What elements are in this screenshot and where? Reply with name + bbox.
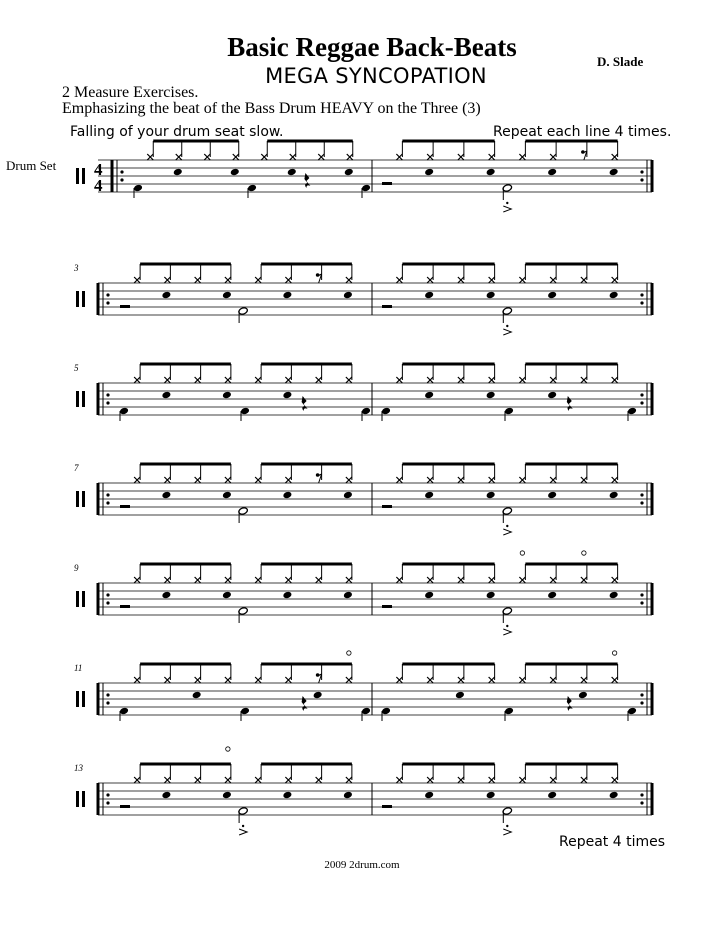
staff-system	[76, 140, 652, 213]
repeat-dot	[640, 801, 643, 804]
half-rest	[382, 805, 392, 808]
repeat-dot	[640, 401, 643, 404]
beam	[140, 363, 231, 366]
notehead	[381, 707, 391, 716]
notehead	[192, 691, 202, 700]
measure-number: 7	[74, 463, 79, 473]
quarter-rest	[304, 173, 310, 188]
quarter-rest	[302, 396, 308, 411]
instruction-line-2: Emphasizing the beat of the Bass Drum HEAVY on the Three (3)	[62, 100, 481, 117]
notehead	[133, 184, 143, 193]
notehead	[424, 168, 434, 177]
time-signature-bottom: 4	[94, 176, 103, 195]
notehead	[547, 791, 557, 800]
notehead	[119, 407, 129, 416]
repeat-dot	[640, 793, 643, 796]
notehead	[486, 591, 496, 600]
notehead	[161, 591, 171, 600]
notehead	[161, 791, 171, 800]
beam	[140, 663, 231, 666]
instrument-name: Drum Set	[6, 158, 57, 173]
notehead	[343, 591, 353, 600]
beam	[261, 663, 352, 666]
repeat-dot	[106, 801, 109, 804]
measure-number: 11	[74, 663, 83, 673]
notehead	[161, 391, 171, 400]
notehead	[247, 184, 257, 193]
percussion-clef	[82, 591, 85, 607]
percussion-clef	[82, 291, 85, 307]
notehead	[547, 291, 557, 300]
percussion-clef	[76, 291, 79, 307]
notehead	[119, 707, 129, 716]
half-rest	[382, 505, 392, 508]
percussion-clef	[82, 391, 85, 407]
measure-number: 5	[74, 363, 79, 373]
repeat-dot	[640, 170, 643, 173]
notehead	[609, 791, 619, 800]
repeat-dot	[640, 393, 643, 396]
notehead	[222, 391, 232, 400]
notehead	[578, 691, 588, 700]
notehead	[424, 391, 434, 400]
half-rest	[120, 805, 130, 808]
repeat-dot	[106, 401, 109, 404]
notehead	[240, 407, 250, 416]
notehead	[547, 168, 557, 177]
staccato-dot	[506, 525, 508, 527]
beam	[261, 463, 352, 466]
staccato-dot	[242, 825, 244, 827]
repeat-dot	[106, 493, 109, 496]
staccato-dot	[506, 325, 508, 327]
notehead	[486, 291, 496, 300]
notehead	[222, 291, 232, 300]
beam	[525, 140, 617, 143]
repeat-dot	[106, 601, 109, 604]
repeat-dot	[640, 178, 643, 181]
accent-mark	[503, 329, 511, 335]
repeat-dot	[106, 693, 109, 696]
percussion-clef	[76, 591, 79, 607]
repeat-dot	[640, 601, 643, 604]
percussion-clef	[82, 168, 85, 184]
notehead	[361, 184, 371, 193]
repeat-dot	[106, 593, 109, 596]
percussion-clef	[82, 791, 85, 807]
page-title: Basic Reggae Back-Beats	[227, 32, 517, 62]
beam	[267, 140, 353, 143]
notehead	[486, 791, 496, 800]
staff-system	[73, 263, 652, 336]
staccato-dot	[506, 825, 508, 827]
quarter-rest	[302, 696, 308, 711]
notehead	[222, 591, 232, 600]
accent-mark	[503, 629, 511, 635]
page-subtitle: MEGA SYNCOPATION	[265, 64, 487, 88]
beam	[402, 363, 494, 366]
notehead	[486, 391, 496, 400]
percussion-clef	[76, 491, 79, 507]
staccato-dot	[506, 202, 508, 204]
half-rest	[382, 182, 392, 185]
measure-number: 3	[74, 263, 79, 273]
notehead	[343, 491, 353, 500]
open-hihat-mark	[582, 551, 586, 555]
tempo-direction: Falling of your drum seat slow.	[70, 124, 284, 140]
notehead	[222, 791, 232, 800]
staff-system	[74, 551, 652, 635]
repeat-dot	[106, 501, 109, 504]
notehead	[504, 407, 514, 416]
repeat-dot	[120, 178, 123, 181]
repeat-dot	[640, 293, 643, 296]
repeat-dot	[640, 693, 643, 696]
notehead	[424, 291, 434, 300]
half-rest	[382, 605, 392, 608]
repeat-dot	[106, 293, 109, 296]
notehead	[504, 707, 514, 716]
half-rest	[120, 305, 130, 308]
half-rest	[120, 505, 130, 508]
notehead	[486, 491, 496, 500]
staff-system	[74, 747, 652, 835]
percussion-clef	[76, 391, 79, 407]
notehead	[486, 168, 496, 177]
repeat-dot	[106, 393, 109, 396]
notehead	[609, 491, 619, 500]
beam	[140, 263, 231, 266]
notehead	[222, 491, 232, 500]
notehead	[343, 791, 353, 800]
staff-system	[74, 651, 652, 721]
notehead	[609, 291, 619, 300]
notehead	[282, 791, 292, 800]
notehead	[424, 491, 434, 500]
notehead	[282, 391, 292, 400]
repeat-direction: Repeat each line 4 times.	[493, 124, 672, 140]
notehead	[361, 407, 371, 416]
notehead	[287, 168, 297, 177]
notehead	[547, 591, 557, 600]
accent-mark	[239, 829, 247, 835]
notehead	[282, 291, 292, 300]
beam	[402, 263, 494, 266]
repeat-dot	[106, 701, 109, 704]
beam	[402, 763, 494, 766]
beam	[402, 563, 494, 566]
notehead	[230, 168, 240, 177]
notehead	[627, 407, 637, 416]
staccato-dot	[506, 625, 508, 627]
quarter-rest	[567, 396, 573, 411]
repeat-dot	[640, 501, 643, 504]
staff-system	[74, 363, 652, 422]
staff-system	[74, 463, 652, 536]
repeat-dot	[640, 493, 643, 496]
accent-mark	[503, 206, 511, 212]
notehead	[547, 491, 557, 500]
notehead	[161, 291, 171, 300]
notehead	[547, 391, 557, 400]
beam	[402, 140, 494, 143]
beam	[525, 263, 617, 266]
half-rest	[120, 605, 130, 608]
notehead	[344, 168, 354, 177]
notehead	[313, 691, 323, 700]
notehead	[282, 591, 292, 600]
beam	[261, 763, 352, 766]
accent-mark	[503, 529, 511, 535]
percussion-clef	[76, 691, 79, 707]
repeat-dot	[640, 593, 643, 596]
notehead	[240, 707, 250, 716]
notehead	[343, 291, 353, 300]
beam	[525, 463, 617, 466]
notehead	[424, 591, 434, 600]
notehead	[455, 691, 465, 700]
notehead	[282, 491, 292, 500]
composer-credit: D. Slade	[597, 54, 644, 69]
instruction-line-1: 2 Measure Exercises.	[62, 84, 199, 101]
repeat-dot	[640, 301, 643, 304]
percussion-clef	[82, 691, 85, 707]
measure-number: 13	[74, 763, 83, 773]
beam	[140, 563, 231, 566]
beam	[261, 263, 352, 266]
repeat-dot	[120, 170, 123, 173]
open-hihat-mark	[520, 551, 524, 555]
beam	[140, 763, 231, 766]
beam	[525, 763, 617, 766]
notehead	[173, 168, 183, 177]
beam	[261, 363, 352, 366]
notehead	[161, 491, 171, 500]
quarter-rest	[567, 696, 573, 711]
percussion-clef	[76, 791, 79, 807]
notehead	[609, 168, 619, 177]
footer-credit: 2009 2drum.com	[324, 859, 400, 871]
notehead	[424, 791, 434, 800]
measure-number: 9	[74, 563, 79, 573]
percussion-clef	[82, 491, 85, 507]
open-hihat-mark	[347, 651, 351, 655]
open-hihat-mark	[226, 747, 230, 751]
repeat-dot	[640, 701, 643, 704]
accent-mark	[503, 829, 511, 835]
beam	[140, 463, 231, 466]
beam	[525, 663, 617, 666]
beam	[525, 363, 617, 366]
beam	[525, 563, 617, 566]
repeat-dot	[106, 301, 109, 304]
beam	[402, 663, 494, 666]
open-hihat-mark	[612, 651, 616, 655]
percussion-clef	[76, 168, 79, 184]
notehead	[609, 591, 619, 600]
time-signature-top: 4	[94, 160, 103, 179]
repeat-dot	[106, 793, 109, 796]
beam	[261, 563, 352, 566]
notehead	[361, 707, 371, 716]
beam	[153, 140, 239, 143]
beam	[402, 463, 494, 466]
notehead	[627, 707, 637, 716]
half-rest	[382, 305, 392, 308]
notehead	[381, 407, 391, 416]
final-repeat-direction: Repeat 4 times	[559, 834, 666, 850]
